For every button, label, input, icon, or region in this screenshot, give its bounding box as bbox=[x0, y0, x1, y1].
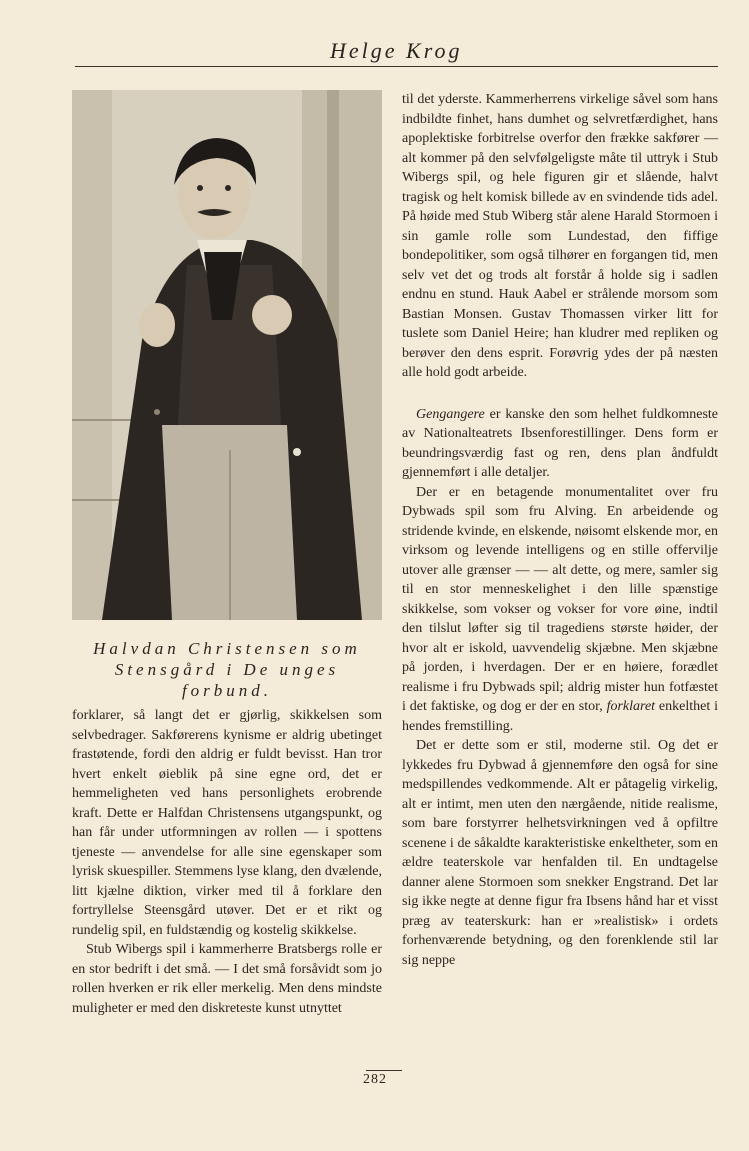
running-title: Helge Krog bbox=[330, 38, 463, 63]
paragraph-text: Der er en betagende monumentalitet over fru Dybwads spil som fru Alving. En arbeidende og stridende kvinde, en elskende, nøisomt elskende mor, en virksom og levende intelligens og en stille offervilje utover alle grænser — — alt dette, og mere, samler sig til en stor menneskelighet i den lille spænstige skikkelse, som vokser og vokser for vore øine, indtil den tilslut løfter sig til tragediens største høider, der hvor alt er iskold, uavvendelig skjæbne. Men skjæbne på jorden, i hverdagen. Der er en høiere, forædlet realisme i fru Dybwads spil; aldrig mister hun fotfæstet i det faktiske, og dog er der en stor, bbox=[402, 484, 718, 714]
emphasis: forklaret bbox=[606, 699, 656, 714]
paragraph: til det yderste. Kammerherrens virkelige såvel som hans indbildte finhet, hans dumhet og selvretfærdighet, hans apoplektiske forbitrelse overfor den frække sakfører — alt kommer på den selvfølgeligste måte til uttryk i Stub Wibergs spil, og hele figuren gir et slående, halvt tragisk og helt komisk billede av en svindende tids adel. På høide med Stub Wiberg står alene Harald Stormoen i sin gamle rolle som Lundestad, den fiffige bondepolitiker, som også tilhører en forgangen tid, men selv vet det og trods alt forstår å holde sig i sadlen endnu en stund. Hauk Aabel er strålende morsom som Bastian Monsen. Gustav Thomassen virker litt for tuslete som Daniel Heire; han kludrer med repliken og berøver den dens esprit. Forøvrig ydes der på næsten alle hold godt arbeide. bbox=[402, 92, 718, 380]
paragraph bbox=[402, 483, 718, 737]
caption-line: Halvdan Christensen som bbox=[93, 639, 361, 658]
right-column bbox=[402, 90, 718, 970]
paragraph-text: er kanske den som helhet fuldkomneste av Nationalteatrets Ibsenforestillinger. Dens form er beundringsværdig fast og ren, dens plan åndfuldt gjennemført i alle detaljer. bbox=[402, 406, 718, 480]
portrait-photo bbox=[72, 90, 382, 620]
photo-caption bbox=[72, 638, 382, 701]
caption-line: Stensgård i De unges bbox=[114, 660, 340, 679]
play-title: Gengangere bbox=[416, 406, 485, 422]
page-number: 282 bbox=[363, 1072, 387, 1087]
paragraph: Det er dette som er stil, moderne stil. Og det er lykkedes fru Dybwad å gjennemføre den også for sine medspillendes vedkommende. Alt er påtagelig virkelig, alt er intimt, men uten den nærgående, nitide realisme, som bare forstyrrer helhetsvirkningen ved å opfiltre scenene i de såkaldte karakteristiske enkeltheter, som en ældre teaterskole var henfalden til. En undtagelse danner alene Stormoen som snekker Engstrand. Det lar sig ikke negte at denne figur fra Ibsens hånd har et visst præg av teaterskurk: han er »realistisk» i ordets forhenværende betydning, og den forenklende stil lar sig neppe bbox=[402, 738, 718, 968]
left-column bbox=[72, 706, 382, 1018]
paragraph-text: enkelthet i hendes fremstilling. bbox=[402, 699, 719, 734]
paragraph: forklarer, så langt det er gjørlig, skikkelsen som selvbedrager. Sakførerens kynisme er aldrig ubetinget frastøtende, fordi den aldrig er fuldt bevisst. Han tror hvert enkelt øieblik på sine egne ord, det er hemmeligheten ved hans personlighets erobrende kraft. Dette er Halfdan Christensens utgangspunkt, og han får under utformningen av rollen — i spottens tjeneste — anvendelse for alle sine egenskaper som lyrisk skuespiller. Stemmens lyse klang, den dvælende, litt kjælne diktion, virker med til å forklare den fortryllelse Steensgård utøver. Det er et rikt og rundelig spil, en fuldstændig og kostelig skikkelse. bbox=[72, 708, 382, 938]
folio-rule bbox=[366, 1070, 402, 1071]
paragraph: Stub Wibergs spil i kammerherre Bratsbergs rolle er en stor bedrift i det små. — I det små forsåvidt som jo rollen hverken er rik eller merkelig. Men dens mindste muligheter er med den diskreteste kunst utnyttet bbox=[72, 942, 382, 1016]
caption-line: forbund. bbox=[181, 681, 273, 700]
paragraph bbox=[402, 405, 718, 483]
header-rule bbox=[75, 66, 718, 67]
